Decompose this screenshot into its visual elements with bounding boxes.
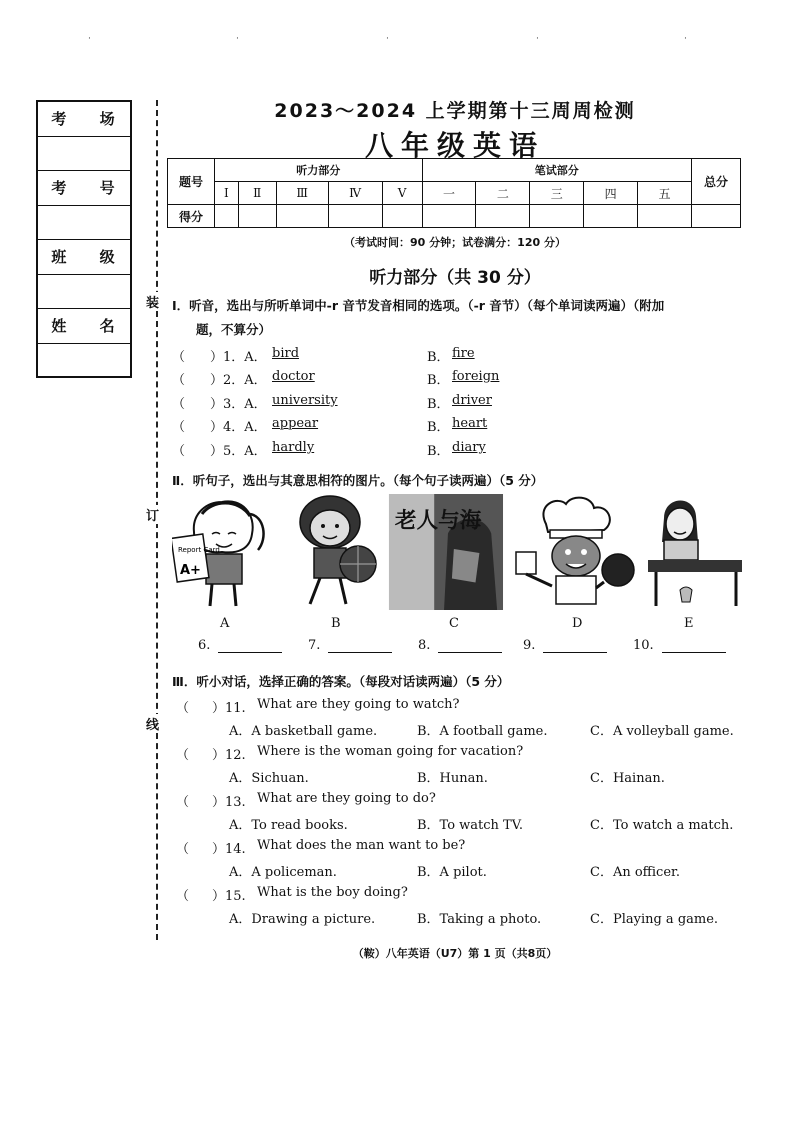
answer-paren[interactable]: （ — [176, 701, 190, 716]
option-b: B．A pilot. — [417, 865, 487, 880]
col-listening-3: Ⅲ — [276, 182, 328, 205]
option-a: A．A basketball game. — [229, 724, 378, 739]
answer-blank[interactable] — [418, 638, 502, 653]
option-a: A．Sichuan. — [229, 771, 309, 786]
option-c: C．To watch a match. — [590, 818, 734, 833]
option-b: B．Taking a photo. — [417, 912, 542, 927]
col-listening-5: Ⅴ — [382, 182, 422, 205]
option-b-prefix: B． — [427, 444, 450, 459]
blank-line[interactable] — [543, 639, 607, 653]
option-a: A．A policeman. — [229, 865, 337, 880]
score-cell[interactable] — [276, 205, 328, 228]
col-writing-1: 一 — [422, 182, 476, 205]
question-number: ）1．A． — [210, 350, 267, 365]
score-cell[interactable] — [584, 205, 638, 228]
blank-number: 7. — [308, 638, 321, 653]
picture-c-book-cover — [388, 494, 504, 610]
question-number: ）5．A． — [210, 444, 267, 459]
label-exam-room: 考 场 — [38, 102, 130, 137]
blank-number: 8. — [418, 638, 431, 653]
question-number: ）4．A． — [210, 420, 267, 435]
blank-line[interactable] — [218, 639, 282, 653]
score-cell[interactable] — [638, 205, 692, 228]
option-b: B．Hunan. — [417, 771, 488, 786]
book-title: 老人与海 — [394, 508, 482, 534]
question-number: ）14. — [212, 842, 246, 857]
report-card-grade: A+ — [180, 563, 201, 578]
score-cell[interactable] — [238, 205, 276, 228]
picture-e-girl-at-desk — [644, 494, 744, 610]
scan-mark: · — [536, 34, 539, 44]
picture-b-basketball-girl — [280, 494, 384, 610]
picture-letter-b: B — [331, 616, 341, 631]
question-stem: What does the man want to be? — [257, 838, 466, 853]
option-a-word: doctor — [272, 369, 315, 384]
option-a: A．To read books. — [229, 818, 348, 833]
score-cell-total[interactable] — [692, 205, 741, 228]
score-cell[interactable] — [215, 205, 239, 228]
question-number: ）12. — [212, 748, 246, 763]
student-info-box — [36, 100, 132, 378]
option-b-word: driver — [452, 393, 492, 408]
question-stem: What are they going to do? — [257, 791, 436, 806]
score-cell[interactable] — [476, 205, 530, 228]
score-table — [167, 158, 741, 228]
scan-mark: · — [386, 34, 389, 44]
answer-paren[interactable]: （ — [176, 889, 190, 904]
answer-paren[interactable]: （ — [172, 373, 186, 388]
page-footer: （鞍）八年英语（U7）第 1 页（共8页） — [352, 947, 558, 960]
option-a-word: hardly — [272, 440, 315, 455]
blank-line[interactable] — [328, 639, 392, 653]
question-number: ）15. — [212, 889, 246, 904]
section1-instruction-line1: Ⅰ．听音，选出与所听单词中-r 音节发音相同的选项。（-r 音节）（每个单词读两遍）（附加 — [172, 298, 665, 313]
section1-instruction-line2: 题，不算分） — [196, 322, 272, 337]
field-class[interactable] — [38, 275, 130, 310]
field-exam-number[interactable] — [38, 206, 130, 241]
answer-paren[interactable]: （ — [172, 444, 186, 459]
answer-blank[interactable] — [523, 638, 607, 653]
blank-number: 9. — [523, 638, 536, 653]
option-a-word: appear — [272, 416, 319, 431]
option-a-word: university — [272, 393, 338, 408]
blank-line[interactable] — [438, 639, 502, 653]
blank-number: 10. — [633, 638, 654, 653]
binding-char-zhuang: 装 — [146, 292, 159, 311]
blank-line[interactable] — [662, 639, 726, 653]
score-table-header-label: 题号 — [168, 159, 215, 205]
picture-d-chef-boy — [512, 494, 638, 610]
question-stem: What are they going to watch? — [257, 697, 460, 712]
scan-mark: · — [88, 34, 91, 44]
col-writing-5: 五 — [638, 182, 692, 205]
option-a: A．Drawing a picture. — [229, 912, 376, 927]
col-writing-4: 四 — [584, 182, 638, 205]
question-number: ）3．A． — [210, 397, 267, 412]
answer-paren[interactable]: （ — [172, 397, 186, 412]
picture-letter-a: A — [220, 616, 230, 631]
answer-blank[interactable] — [308, 638, 392, 653]
option-c: C．An officer. — [590, 865, 680, 880]
answer-paren[interactable]: （ — [176, 842, 190, 857]
question-stem: Where is the woman going for vacation? — [257, 744, 524, 759]
scan-mark: · — [684, 34, 687, 44]
answer-paren[interactable]: （ — [172, 420, 186, 435]
answer-paren[interactable]: （ — [172, 350, 186, 365]
binding-char-ding: 订 — [146, 505, 159, 524]
exam-info: （考试时间：90 分钟；试卷满分：120 分） — [344, 236, 566, 249]
picture-letter-e: E — [684, 616, 694, 631]
option-c: C．Hainan. — [590, 771, 665, 786]
section1-instruction — [172, 294, 752, 342]
col-writing-3: 三 — [530, 182, 584, 205]
option-b-word: heart — [452, 416, 488, 431]
report-card-label: Report Card — [178, 546, 220, 554]
question-number: ）13. — [212, 795, 246, 810]
writing-header: 笔试部分 — [422, 159, 691, 182]
option-b-word: fire — [452, 346, 475, 361]
field-exam-room[interactable] — [38, 137, 130, 172]
score-cell[interactable] — [382, 205, 422, 228]
answer-blank[interactable] — [198, 638, 282, 653]
picture-letter-d: D — [572, 616, 583, 631]
blank-number: 6. — [198, 638, 211, 653]
option-b-word: foreign — [452, 369, 500, 384]
option-b-prefix: B． — [427, 397, 450, 412]
exam-title: 2023～2024 上学期第十三周周检测 — [274, 100, 636, 122]
score-cell[interactable] — [530, 205, 584, 228]
scan-mark: · — [236, 34, 239, 44]
label-class: 班 级 — [38, 240, 130, 275]
binding-char-xian: 线 — [146, 714, 159, 733]
listening-header: 听力部分 — [215, 159, 423, 182]
picture-letter-c: C — [449, 616, 459, 631]
col-listening-2: Ⅱ — [238, 182, 276, 205]
option-b: B．To watch TV. — [417, 818, 523, 833]
option-b-word: diary — [452, 440, 486, 455]
option-c: C．A volleyball game. — [590, 724, 734, 739]
question-number: ）2．A． — [210, 373, 267, 388]
label-name: 姓 名 — [38, 309, 130, 344]
col-listening-4: Ⅳ — [328, 182, 382, 205]
answer-paren[interactable]: （ — [176, 795, 190, 810]
field-name[interactable] — [38, 344, 130, 379]
score-row-label: 得分 — [168, 205, 215, 228]
label-exam-number: 考 号 — [38, 171, 130, 206]
section3-instruction: Ⅲ．听小对话，选择正确的答案。（每段对话读两遍）（5 分） — [172, 674, 510, 689]
option-b: B．A football game. — [417, 724, 548, 739]
option-b-prefix: B． — [427, 350, 450, 365]
option-a-word: bird — [272, 346, 300, 361]
answer-blank[interactable] — [633, 638, 726, 653]
score-cell[interactable] — [422, 205, 476, 228]
picture-a-report-card-girl — [172, 494, 272, 610]
answer-paren[interactable]: （ — [176, 748, 190, 763]
option-b-prefix: B． — [427, 420, 450, 435]
col-writing-2: 二 — [476, 182, 530, 205]
question-stem: What is the boy doing? — [257, 885, 408, 900]
total-header: 总分 — [692, 159, 741, 205]
option-c: C．Playing a game. — [590, 912, 719, 927]
question-number: ）11. — [212, 701, 246, 716]
col-listening-1: Ⅰ — [215, 182, 239, 205]
listening-part-title: 听力部分（共 30 分） — [369, 268, 541, 288]
option-b-prefix: B． — [427, 373, 450, 388]
score-cell[interactable] — [328, 205, 382, 228]
section2-instruction: Ⅱ．听句子，选出与其意思相符的图片。（每个句子读两遍）（5 分） — [172, 473, 544, 488]
subject-title: 八年级英语 — [364, 129, 545, 162]
